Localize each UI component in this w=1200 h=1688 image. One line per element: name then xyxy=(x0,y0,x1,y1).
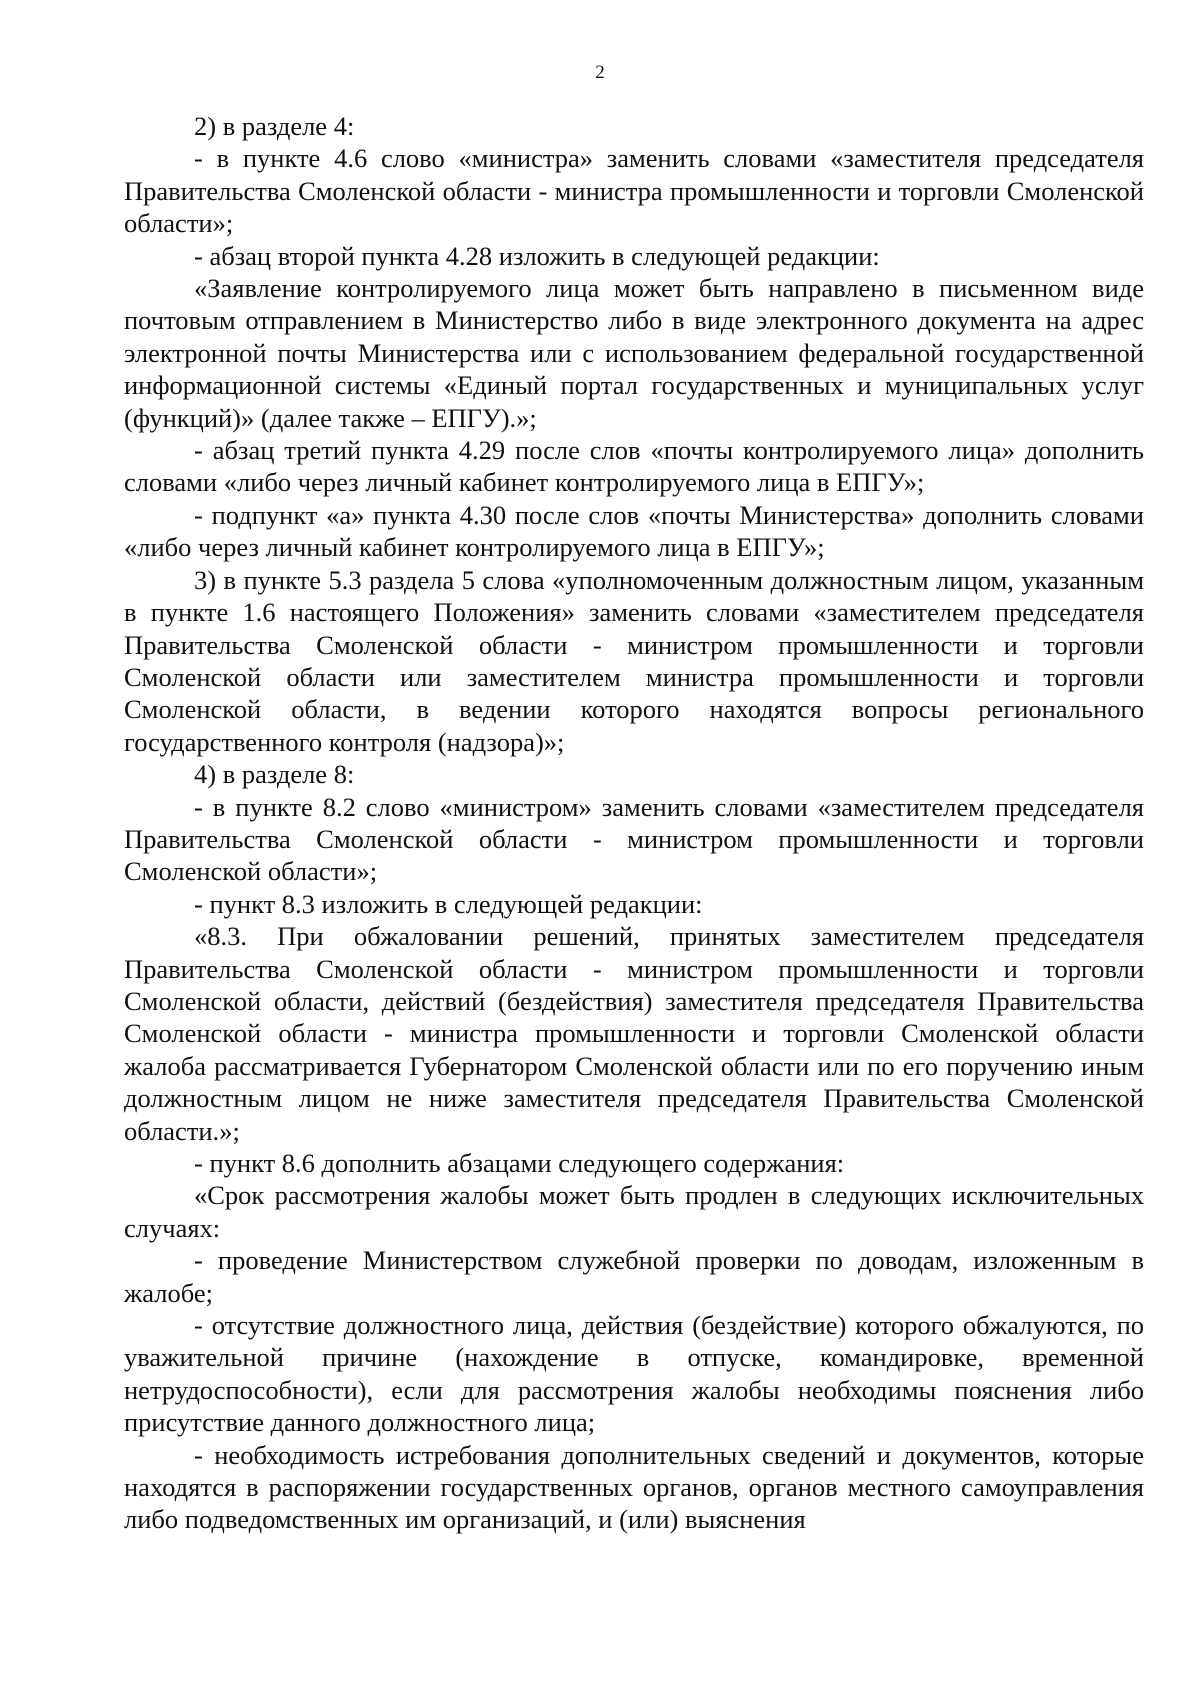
paragraph-section-4-heading: 2) в разделе 4: xyxy=(194,111,355,141)
paragraph-case-inspection: - проведение Министерством служебной проверки по доводам, изложенным в жалобе; xyxy=(124,1245,1144,1308)
paragraph-item-4-28-intro: - абзац второй пункта 4.28 изложить в следующей редакции: xyxy=(194,240,880,271)
paragraph-item-8-6-intro: - пункт 8.6 дополнить абзацами следующего содержания: xyxy=(194,1148,845,1178)
paragraph-case-absence: - отсутствие должностного лица, действия (бездействие) которого обжалуются, по уважительной причине (нахождение в отпуске, командировке, временной нетрудоспособности), если для рассмотрения жалобы необходимы пояснения либо присутствие данного должностного лица; xyxy=(124,1310,1144,1438)
paragraph-case-additional-info: - необходимость истребования дополнительных сведений и документов, которые находятся в распоряжении государственных органов, органов местного самоуправления либо подведомственных им организаций, и (или) выяснения xyxy=(124,1439,1144,1535)
paragraph-item-8-2: - в пункте 8.2 слово «министром» заменить словами «заместителем председателя Правительства Смоленской области - министром промышленности и торговли Смоленской области»; xyxy=(124,791,1144,887)
page-number: 2 xyxy=(595,62,605,83)
paragraph-item-4-28-text: «Заявление контролируемого лица может быть направлено в письменном виде почтовым отправлением в Министерство либо в виде электронного документа на адрес электронной почты Министерства или с использованием федеральной государственной информационной системы «Единый портал государственных и муниципальных услуг (функций)» (далее также – ЕПГУ).»; xyxy=(124,273,1144,433)
paragraph-extension-cases: «Срок рассмотрения жалобы может быть продлен в следующих исключительных случаях: xyxy=(124,1180,1144,1243)
paragraph-item-4-29: - абзац третий пункта 4.29 после слов «почты контролируемого лица» дополнить словами «либо через личный кабинет контролируемого лица в ЕПГУ»; xyxy=(124,435,1144,498)
paragraph-item-8-3-text: «8.3. При обжаловании решений, принятых заместителем председателя Правительства Смоленской области - министром промышленности и торговли Смоленской области, действий (бездействия) заместителя председателя Правительства Смоленской области - министра промышленности и торговли Смоленской области жалоба рассматривается Губернатором Смоленской области или по его поручению иным должностным лицом не ниже заместителя председателя Правительства Смоленской области.»; xyxy=(124,921,1144,1146)
paragraph-item-4-6: - в пункте 4.6 слово «министра» заменить словами «заместителя председателя Правительства Смоленской области - министра промышленности и торговли Смоленской области»; xyxy=(124,143,1144,239)
paragraph-item-8-3-intro: - пункт 8.3 изложить в следующей редакции: xyxy=(194,888,703,919)
paragraph-section-8-heading: 4) в разделе 8: xyxy=(194,759,355,790)
paragraph-item-4-30: - подпункт «а» пункта 4.30 после слов «почты Министерства» дополнить словами «либо через личный кабинет контролируемого лица в ЕПГУ»; xyxy=(124,499,1144,563)
document-body xyxy=(124,110,1144,1536)
paragraph-item-5-3: 3) в пункте 5.3 раздела 5 слова «уполномоченным должностным лицом, указанным в пункте 1.6 настоящего Положения» заменить словами «заместителем председателя Правительства Смоленской области - министром промышленности и торговли Смоленской области или заместителем министра промышленности и торговли Смоленской области, в ведении которого находятся вопросы регионального государственного контроля (надзора)»; xyxy=(124,564,1144,757)
